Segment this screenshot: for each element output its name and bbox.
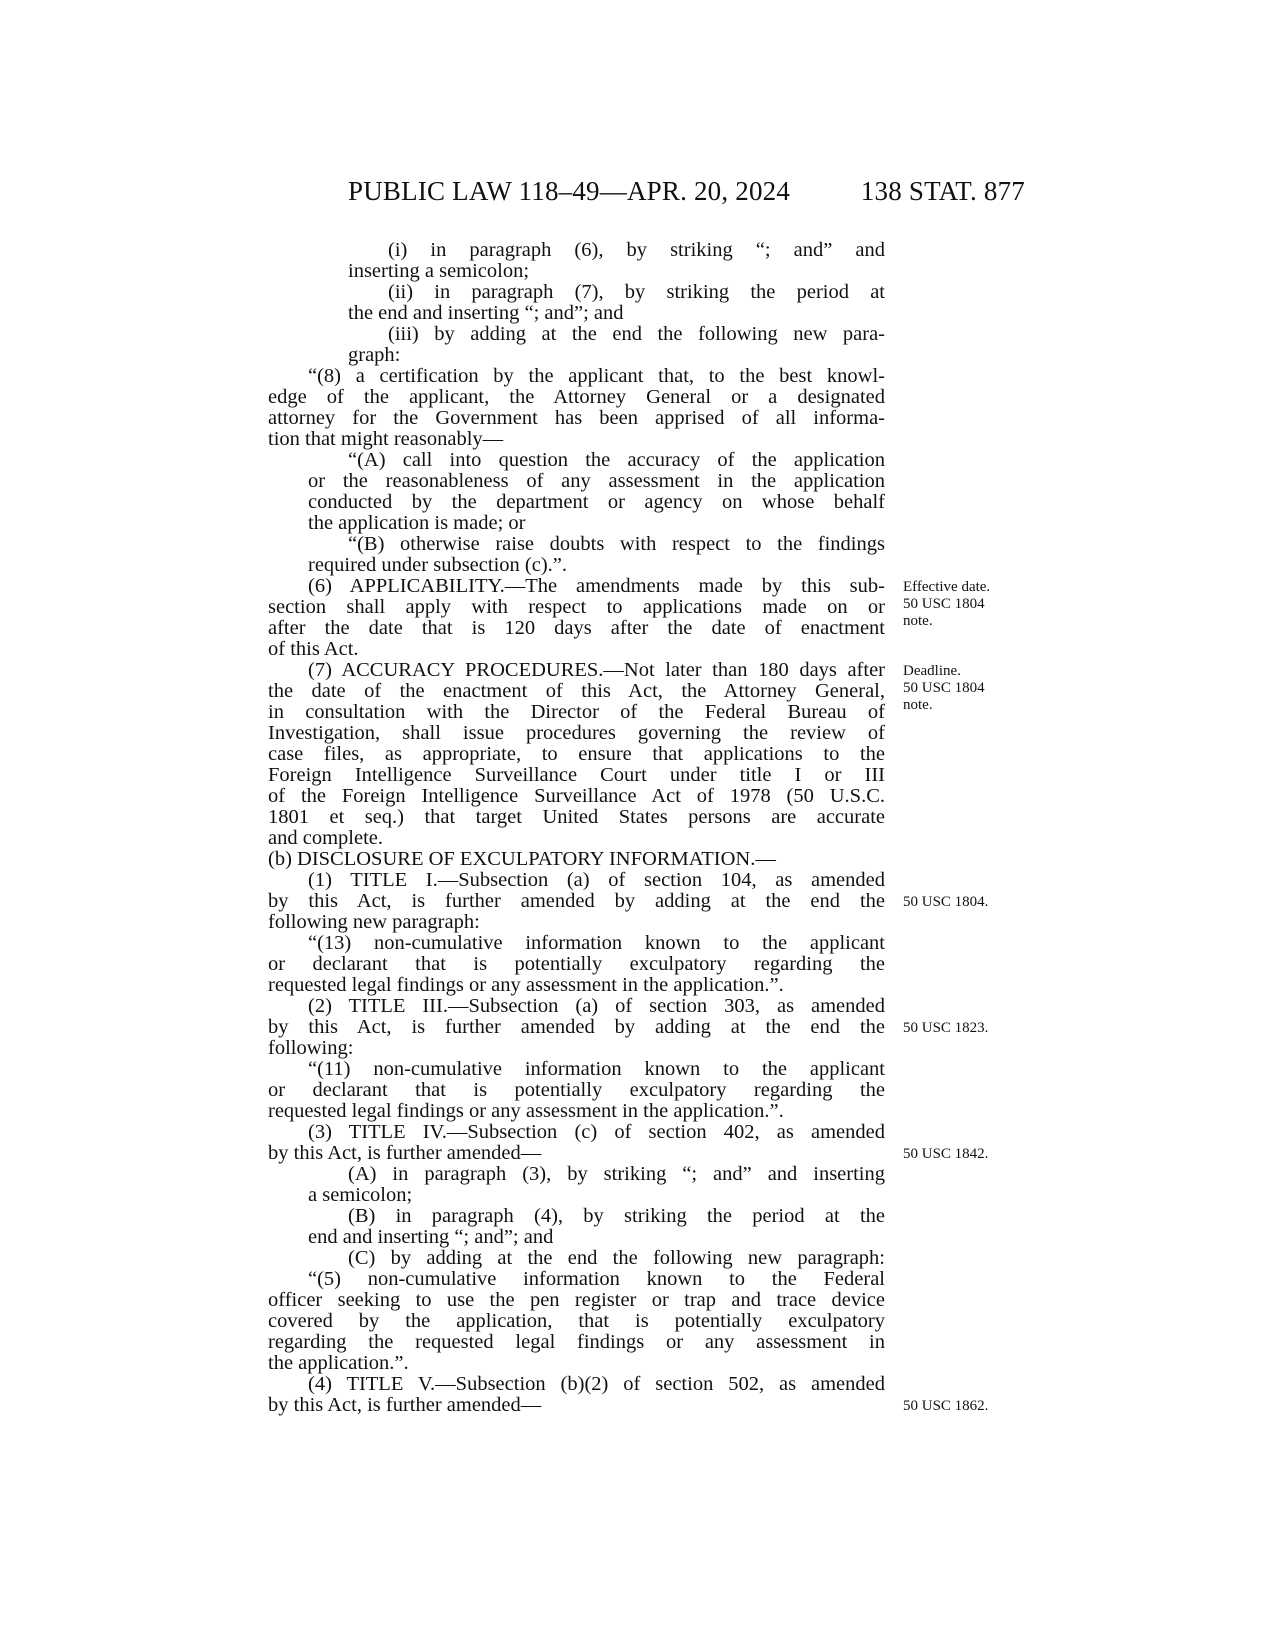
text-line: requested legal findings or any assessment in the application.”. [268, 1100, 784, 1122]
text-line: “(A) call into question the accuracy of the application [348, 449, 885, 471]
text-line: (iii) by adding at the end the following new para- [388, 323, 885, 345]
text-line: the application.”. [268, 1352, 409, 1374]
text-line: “(13) non-cumulative information known to the applicant [308, 932, 885, 954]
running-header-left: PUBLIC LAW 118–49—APR. 20, 2024 [348, 176, 791, 206]
text-line: end and inserting “; and”; and [308, 1226, 554, 1248]
text-line: the end and inserting “; and”; and [348, 302, 624, 324]
margin-note-line: Deadline. [903, 663, 961, 679]
text-line: “(B) otherwise raise doubts with respect to the findings [348, 533, 885, 555]
text-line: (B) in paragraph (4), by striking the period at the [348, 1205, 885, 1227]
text-line: (A) in paragraph (3), by striking “; and” and inserting [348, 1163, 885, 1185]
page-number: 138 STAT. 877 [860, 176, 1025, 206]
margin-note-line: 50 USC 1862. [903, 1398, 989, 1414]
text-line: (4) TITLE V.—Subsection (b)(2) of section 502, as amended [308, 1373, 885, 1395]
text-line: and complete. [268, 827, 383, 849]
text-line: requested legal findings or any assessment in the application.”. [268, 974, 784, 996]
margin-note-line: 50 USC 1823. [903, 1020, 989, 1036]
text-line: “(8) a certification by the applicant that, to the best knowl- [308, 365, 885, 387]
margin-note [903, 894, 988, 911]
text-line: inserting a semicolon; [348, 260, 530, 282]
text-line: the application is made; or [308, 512, 526, 534]
text-line: a semicolon; [308, 1184, 413, 1206]
margin-note-line: 50 USC 1804 [903, 680, 985, 696]
text-line: (1) TITLE I.—Subsection (a) of section 104, as amended [308, 869, 885, 891]
text-line: edge of the applicant, the Attorney General or a designated [268, 386, 885, 408]
text-line: tion that might reasonably— [268, 428, 504, 450]
text-line: (ii) in paragraph (7), by striking the period at [388, 281, 885, 303]
text-line: graph: [348, 344, 401, 366]
text-line: following: [268, 1037, 354, 1059]
text-line: by this Act, is further amended— [268, 1394, 542, 1416]
text-line: by this Act, is further amended— [268, 1142, 542, 1164]
margin-note-line: note. [903, 697, 933, 713]
margin-note [903, 579, 990, 630]
margin-note [903, 1146, 988, 1163]
text-line: conducted by the department or agency on whose behalf [308, 491, 885, 513]
text-line: after the date that is 120 days after the date of enactment [268, 617, 885, 639]
margin-note-line: 50 USC 1804. [903, 894, 989, 910]
text-line: (i) in paragraph (6), by striking “; and” and [388, 239, 885, 261]
text-line: following new paragraph: [268, 911, 480, 933]
text-line: case files, as appropriate, to ensure that applications to the [268, 743, 885, 765]
text-line: officer seeking to use the pen register or trap and trace device [268, 1289, 885, 1311]
text-line: or declarant that is potentially exculpatory regarding the [268, 1079, 885, 1101]
text-line: “(11) non-cumulative information known to the applicant [308, 1058, 885, 1080]
text-line: Foreign Intelligence Surveillance Court under title I or III [268, 764, 885, 786]
text-line: (3) TITLE IV.—Subsection (c) of section 402, as amended [308, 1121, 885, 1143]
text-line: covered by the application, that is potentially exculpatory [268, 1310, 885, 1332]
margin-note-line: 50 USC 1804 [903, 596, 985, 612]
text-line: or the reasonableness of any assessment in the application [308, 470, 885, 492]
text-line: Investigation, shall issue procedures governing the review of [268, 722, 885, 744]
text-line: required under subsection (c).”. [308, 554, 567, 576]
text-line: regarding the requested legal findings or any assessment in [268, 1331, 885, 1353]
margin-note-line: Effective date. [903, 579, 991, 595]
text-line: in consultation with the Director of the Federal Bureau of [268, 701, 885, 723]
margin-note [903, 1398, 988, 1415]
text-line: of this Act. [268, 638, 359, 660]
margin-note-line: note. [903, 613, 933, 629]
text-line: (b) DISCLOSURE OF EXCULPATORY INFORMATION.— [268, 848, 776, 870]
margin-note [903, 663, 985, 714]
text-line: (C) by adding at the end the following new paragraph: [348, 1247, 885, 1269]
text-line: “(5) non-cumulative information known to the Federal [308, 1268, 885, 1290]
text-line: 1801 et seq.) that target United States persons are accurate [268, 806, 885, 828]
text-line: section shall apply with respect to applications made on or [268, 596, 885, 618]
text-line: the date of the enactment of this Act, the Attorney General, [268, 680, 885, 702]
text-line: (6) APPLICABILITY.—The amendments made by this sub- [308, 575, 885, 597]
text-line: by this Act, is further amended by adding at the end the [268, 1016, 885, 1038]
text-line: attorney for the Government has been apprised of all informa- [268, 407, 885, 429]
statute-text-column [268, 240, 885, 1416]
margin-note [903, 1020, 988, 1037]
text-line: of the Foreign Intelligence Surveillance Act of 1978 (50 U.S.C. [268, 785, 885, 807]
text-line: (2) TITLE III.—Subsection (a) of section 303, as amended [308, 995, 885, 1017]
text-line: or declarant that is potentially exculpatory regarding the [268, 953, 885, 975]
text-line: by this Act, is further amended by adding at the end the [268, 890, 885, 912]
text-line: (7) ACCURACY PROCEDURES.—Not later than 180 days after [308, 659, 885, 681]
margin-note-line: 50 USC 1842. [903, 1146, 989, 1162]
